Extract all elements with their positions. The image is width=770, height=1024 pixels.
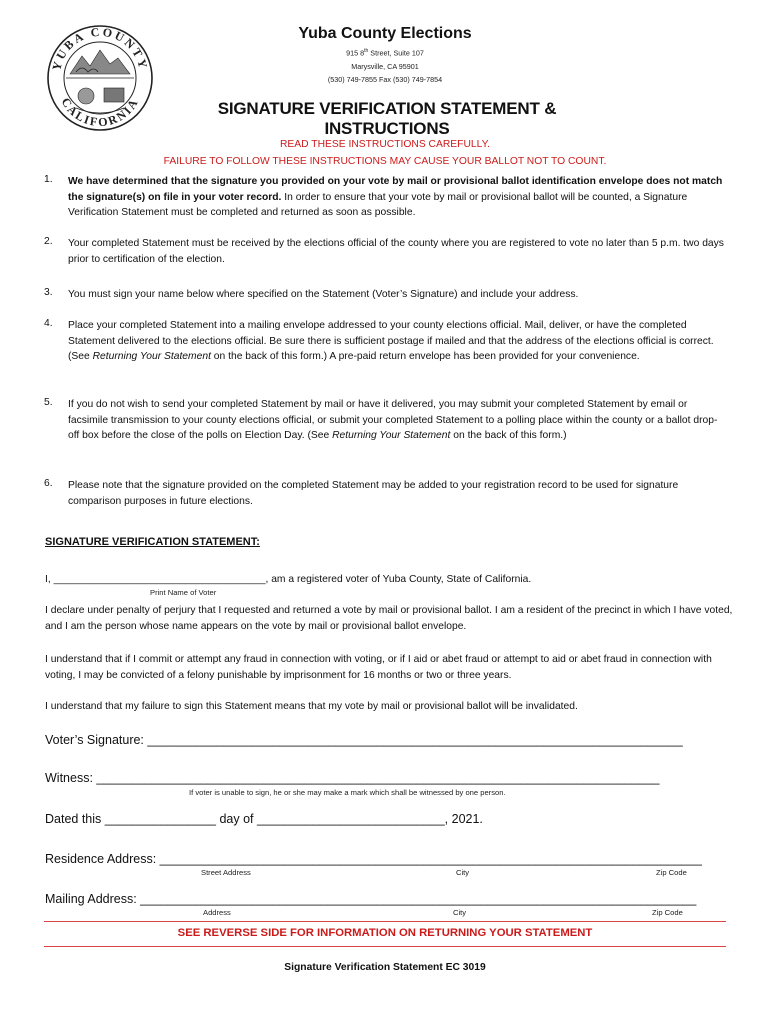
form-footer: Signature Verification Statement EC 3019 — [284, 962, 486, 973]
instruction-6: Please note that the signature provided on the completed Statement may be added to your registration record to be used for signature comparison purposes in future elections. — [68, 480, 679, 507]
divider-top — [44, 921, 726, 922]
instruction-number-4: 4. — [44, 318, 53, 329]
voter-signature-field[interactable]: Voter’s Signature: _____________________________________________________________________________ — [45, 733, 683, 747]
witness-field[interactable]: Witness: _________________________________________________________________________________ — [45, 771, 660, 785]
dated-field[interactable]: Dated this ________________ day of ___________________________, 2021. — [45, 812, 483, 826]
voter-name-caption: Print Name of Voter — [150, 588, 217, 597]
instruction-number-2: 2. — [44, 236, 53, 247]
mailing-city-caption: City — [453, 908, 467, 917]
instruction-1: We have determined that the signature you provided on your vote by mail or provisional ballot identification envelope does not match the signature(s) on file in your voter record. In order to ensure that your vote by mail or provisional ballot will be counted, a Signature Verification Statement must be completed and returned as soon as possible. — [68, 176, 723, 218]
warning-failure: FAILURE TO FOLLOW THESE INSTRUCTIONS MAY CAUSE YOUR BALLOT NOT TO COUNT. — [163, 156, 607, 167]
seal-top-text: YUBA COUNTY — [49, 24, 151, 72]
reverse-side-note: SEE REVERSE SIDE FOR INFORMATION ON RETURNING YOUR STATEMENT — [177, 927, 593, 939]
mailing-address-field[interactable]: Mailing Address: ________________________________________________________________________________ — [45, 892, 697, 906]
instruction-4: Place your completed Statement into a mailing envelope addressed to your county elections official. Mail, deliver, or have the completed Statement delivered to the elections official. Be sure there is sufficient postage if mailed and that the address of the elections official is correct. (See Returning Your Statement on the back of this form.) A pre-paid return envelope has been provided for your convenience. — [68, 320, 714, 362]
residence-street-caption: Street Address — [201, 868, 251, 877]
office-phone: (530) 749-7855 Fax (530) 749-7854 — [327, 75, 443, 84]
mailing-zip-caption: Zip Code — [652, 908, 683, 917]
instruction-2: Your completed Statement must be received by the elections official of the county where you are registered to vote no later than 5 p.m. two days prior to certification of the election. — [68, 238, 724, 265]
warning-read-carefully: READ THESE INSTRUCTIONS CAREFULLY. — [280, 139, 490, 150]
residence-city-caption: City — [456, 868, 470, 877]
instruction-number-6: 6. — [44, 478, 53, 489]
declaration-paragraph: I declare under penalty of perjury that I requested and returned a vote by mail or provisional ballot. I am a resident of the precinct in which I have voted, and I am the person whose name appears on the vote by mail or provisional ballot envelope. — [45, 605, 733, 632]
failure-paragraph: I understand that my failure to sign this Statement means that my vote by mail or provisional ballot will be invalidated. — [45, 701, 578, 712]
instruction-3: You must sign your name below where specified on the Statement (Voter’s Signature) and include your address. — [68, 289, 579, 300]
instruction-number-1: 1. — [44, 174, 53, 185]
residence-address-field[interactable]: Residence Address: ______________________________________________________________________________ — [45, 852, 702, 866]
statement-heading: SIGNATURE VERIFICATION STATEMENT: — [45, 536, 260, 548]
page-title: SIGNATURE VERIFICATION STATEMENT & INSTRUCTIONS — [217, 99, 557, 138]
office-city: Marysville, CA 95901 — [351, 62, 419, 71]
office-street-address: 915 8th Street, Suite 107 — [346, 48, 424, 58]
instruction-number-5: 5. — [44, 397, 53, 408]
witness-caption: If voter is unable to sign, he or she may make a mark which shall be witnessed by one person. — [189, 788, 506, 797]
office-title: Yuba County Elections — [298, 25, 472, 42]
residence-zip-caption: Zip Code — [656, 868, 687, 877]
voter-name-line[interactable]: I, _____________________________________, am a registered voter of Yuba County, State of California. — [45, 574, 532, 585]
county-seal-icon — [46, 18, 154, 136]
mailing-address-caption: Address — [203, 908, 231, 917]
divider-bottom — [44, 946, 726, 947]
seal-bottom-text: CALIFORNIA — [58, 95, 142, 130]
instruction-number-3: 3. — [44, 287, 53, 298]
instruction-5: If you do not wish to send your completed Statement by mail or have it delivered, you may submit your completed Statement by email or facsimile transmission to your county elections official, or submit your completed Statement to a polling place within the county or a ballot drop-off box before the close of the polls on Election Day. (See Returning Your Statement on the back of this form.) — [68, 399, 718, 441]
fraud-paragraph: I understand that if I commit or attempt any fraud in connection with voting, or if I aid or abet fraud or attempt to aid or abet fraud in connection with voting, I may be convicted of a felony punishable by imprisonment for 16 months or two or three years. — [45, 654, 712, 681]
